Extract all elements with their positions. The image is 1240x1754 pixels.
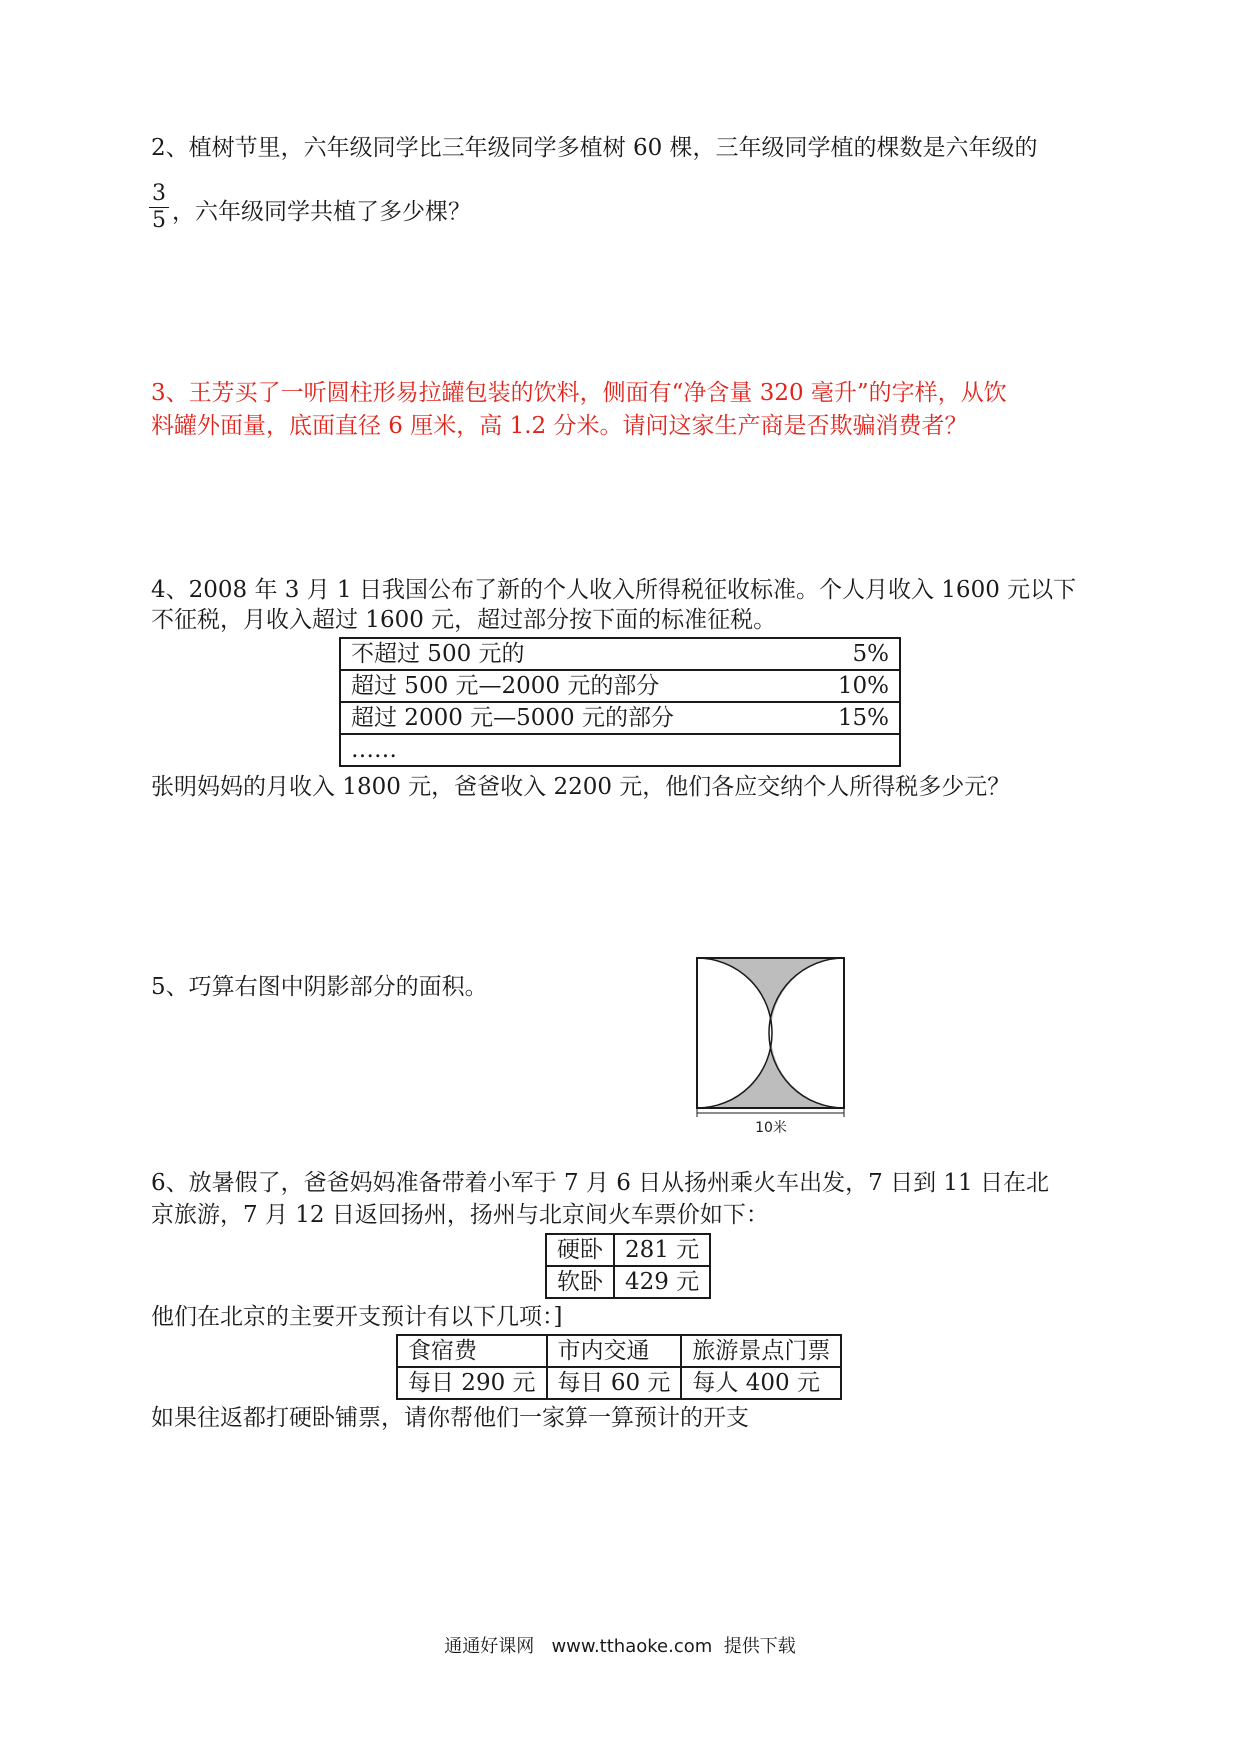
q6-line1: 6、放暑假了，爸爸妈妈准备带着小军于 7 月 6 日从扬州乘火车出发，7 日到 11 日在北 bbox=[151, 1170, 1049, 1196]
q4-line2: 不征税，月收入超过 1600 元，超过部分按下面的标准征税。 bbox=[151, 607, 777, 633]
expense-header: 食宿费 bbox=[397, 1335, 547, 1367]
expense-value: 每日 290 元 bbox=[397, 1367, 547, 1399]
q6-line4: 如果往返都打硬卧铺票，请你帮他们一家算一算预计的开支 bbox=[151, 1405, 749, 1431]
q2-fraction bbox=[147, 182, 171, 233]
ticket-type: 硬卧 bbox=[546, 1234, 614, 1266]
tax-bracket-label: …… bbox=[340, 734, 803, 766]
tax-rate bbox=[803, 734, 900, 766]
q6-line3: 他们在北京的主要开支预计有以下几项：] bbox=[151, 1304, 563, 1330]
table-row bbox=[340, 670, 900, 702]
expense-value: 每日 60 元 bbox=[547, 1367, 682, 1399]
table-row bbox=[340, 734, 900, 766]
tax-bracket-label: 不超过 500 元的 bbox=[340, 638, 803, 670]
fraction-numerator: 3 bbox=[152, 181, 166, 206]
expense-value: 每人 400 元 bbox=[681, 1367, 841, 1399]
footer-credit: 通通好课网 www.tthaoke.com 提供下载 bbox=[444, 1636, 796, 1657]
q3-line1: 3、王芳买了一听圆柱形易拉罐包装的饮料，侧面有“净含量 320 毫升”的字样，从饮 bbox=[151, 380, 1007, 406]
tax-rate: 10% bbox=[803, 670, 900, 702]
ticket-price-table bbox=[545, 1233, 711, 1299]
q4-line1: 4、2008 年 3 月 1 日我国公布了新的个人收入所得税征收标准。个人月收入 1600 元以下 bbox=[151, 577, 1077, 603]
ticket-price: 281 元 bbox=[614, 1234, 710, 1266]
table-row bbox=[546, 1266, 710, 1298]
table-row bbox=[340, 638, 900, 670]
dimension-label: 10米 bbox=[755, 1120, 787, 1135]
q6-line2: 京旅游，7 月 12 日返回扬州，扬州与北京间火车票价如下： bbox=[151, 1202, 769, 1228]
q4-line3: 张明妈妈的月收入 1800 元，爸爸收入 2200 元，他们各应交纳个人所得税多少元？ bbox=[151, 774, 1011, 800]
table-row bbox=[397, 1367, 841, 1399]
tax-rate: 5% bbox=[803, 638, 900, 670]
tax-bracket-label: 超过 500 元—2000 元的部分 bbox=[340, 670, 803, 702]
q3-line2: 料罐外面量，底面直径 6 厘米，高 1.2 分米。请问这家生产商是否欺骗消费者？ bbox=[151, 413, 968, 439]
q5-text: 5、巧算右图中阴影部分的面积。 bbox=[151, 974, 488, 1000]
tax-rate-table bbox=[339, 637, 901, 767]
tax-rate: 15% bbox=[803, 702, 900, 734]
table-row bbox=[546, 1234, 710, 1266]
ticket-type: 软卧 bbox=[546, 1266, 614, 1298]
q2-line1: 2、植树节里，六年级同学比三年级同学多植树 60 棵，三年级同学植的棵数是六年级的 bbox=[151, 135, 1038, 161]
shaded-area-figure bbox=[690, 955, 850, 1135]
fraction-denominator: 5 bbox=[152, 208, 166, 233]
table-row bbox=[397, 1335, 841, 1367]
ticket-price: 429 元 bbox=[614, 1266, 710, 1298]
expense-table bbox=[396, 1334, 842, 1400]
q2-line2: ，六年级同学共植了多少棵？ bbox=[172, 199, 471, 225]
expense-header: 市内交通 bbox=[547, 1335, 682, 1367]
expense-header: 旅游景点门票 bbox=[681, 1335, 841, 1367]
tax-bracket-label: 超过 2000 元—5000 元的部分 bbox=[340, 702, 803, 734]
table-row bbox=[340, 702, 900, 734]
